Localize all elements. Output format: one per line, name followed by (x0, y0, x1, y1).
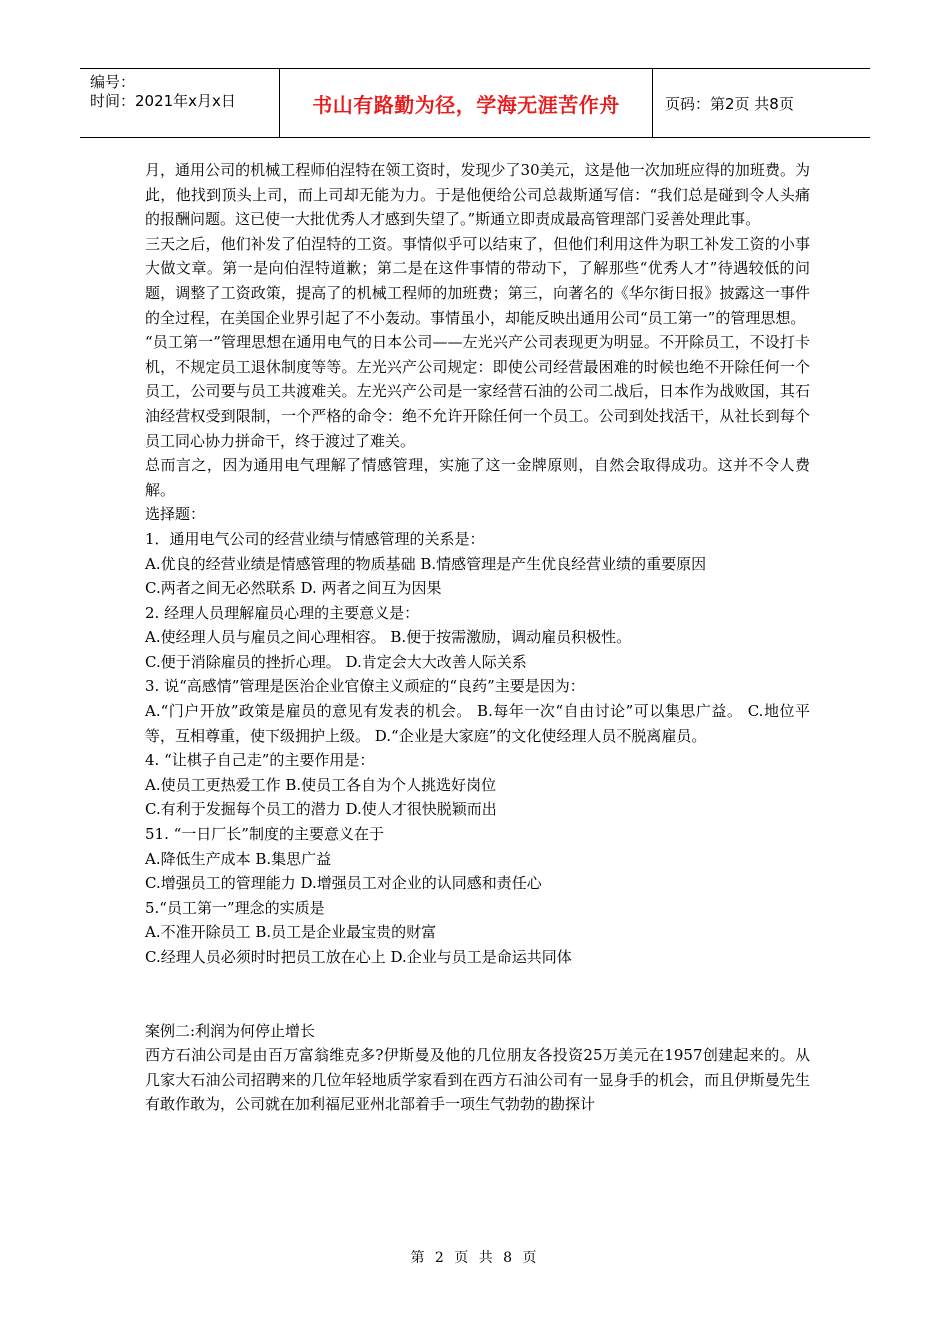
answer-options: C.增强员工的管理能力 D.增强员工对企业的认同感和责任心 (145, 874, 542, 893)
answer-options: A.降低生产成本 B.集思广益 (145, 849, 332, 868)
case-body: 西方石油公司是由百万富翁维克多?伊斯曼及他的几位朋友各投资25万美元在1957创建起来的。从几家大石油公司招聘来的几位年轻地质学家看到在西方石油公司有一显身手的机会，而且伊斯曼先生有敢作敢为，公司就在加利福尼亚州北部着手一项生气勃勃的勘探计 (145, 1046, 810, 1114)
answer-options: A.使员工更热爱工作 B.使员工各自为个人挑选好岗位 (145, 775, 497, 794)
answer-options: C.便于消除雇员的挫折心理。 D.肯定会大大改善人际关系 (145, 652, 527, 671)
answer-options: A.不准开除员工 B.员工是企业最宝贵的财富 (145, 923, 437, 942)
header-motto: 书山有路勤为径，学海无涯苦作舟 (280, 69, 653, 137)
paragraph: 总而言之，因为通用电气理解了情感管理，实施了这一金牌原则，自然会取得成功。这并不令人费解。 (145, 456, 810, 499)
question: 51. “一日厂长”制度的主要意义在于 (145, 825, 384, 844)
spacer (145, 970, 810, 1019)
page-header (80, 68, 870, 138)
question: 1．通用电气公司的经营业绩与情感管理的关系是： (145, 529, 485, 548)
question: 3. 说“高感情”管理是医治企业官僚主义顽症的“良药”主要是因为： (145, 677, 585, 696)
serial-label: 编号： (90, 73, 136, 91)
answer-options: C.两者之间无必然联系 D. 两者之间互为因果 (145, 579, 442, 598)
question: 5.“员工第一”理念的实质是 (145, 898, 325, 917)
answer-options: C.经理人员必须时时把员工放在心上 D.企业与员工是命运共同体 (145, 948, 572, 966)
paragraph: 三天之后，他们补发了伯涅特的工资。事情似乎可以结束了，但他们利用这件为职工补发工资的小事大做文章。第一是向伯涅特道歉；第二是在这件事情的带动下，了解那些“优秀人才”待遇较低的问题，调整了工资政策，提高了的机械工程师的加班费；第三，向著名的《华尔街日报》披露这一事件的全过程，在美国企业界引起了不小轰动。事情虽小，却能反映出通用公司“员工第一”的管理思想。 (145, 234, 810, 327)
case-title: 案例二:利润为何停止增长 (145, 1021, 316, 1040)
header-meta-cell (80, 69, 280, 137)
paragraph: 月，通用公司的机械工程师伯涅特在领工资时，发现少了30美元，这是他一次加班应得的加班费。为此，他找到顶头上司，而上司却无能为力。于是他便给公司总裁斯通写信：“我们总是碰到令人头痛的报酬问题。这已使一大批优秀人才感到失望了。”斯通立即责成最高管理部门妥善处理此事。 (145, 161, 810, 229)
paragraph: “员工第一”管理思想在通用电气的日本公司——左光兴产公司表现更为明显。不开除员工，不设打卡机，不规定员工退休制度等等。左光兴产公司规定：即使公司经营最困难的时候也绝不开除任何一个员工，公司要与员工共渡难关。左光兴产公司是一家经营石油的公司二战后，日本作为战败国，其石油经营权受到限制，一个严格的命令：绝不允许开除任何一个员工。公司到处找活干，从社长到每个员工同心协力拼命干，终于渡过了难关。 (145, 333, 810, 450)
answer-options: A.优良的经营业绩是情感管理的物质基础 B.情感管理是产生优良经营业绩的重要原因 (145, 554, 707, 573)
answer-options: A.“门户开放”政策是雇员的意见有发表的机会。 B.每年一次“自由讨论”可以集思广益。 C.地位平等，互相尊重，使下级拥护上级。 D.“企业是大家庭”的文化使经理人员不脱离雇员。 (145, 702, 810, 745)
question: 4. “让棋子自己走”的主要作用是： (145, 751, 375, 770)
document-body (145, 158, 810, 1117)
header-page-info: 页码：第2页 共8页 (665, 94, 794, 113)
date-line: 时间：2021年x月x日 (90, 92, 236, 110)
question: 2. 经理人员理解雇员心理的主要意义是： (145, 603, 420, 622)
answer-options: A.使经理人员与雇员之间心理相容。 B.便于按需激励，调动雇员积极性。 (145, 628, 632, 647)
answer-options: C.有利于发掘每个员工的潜力 D.使人才很快脱颖而出 (145, 800, 497, 819)
page-footer: 第 2 页 共 8 页 (410, 1250, 540, 1266)
section-label: 选择题： (145, 505, 206, 524)
